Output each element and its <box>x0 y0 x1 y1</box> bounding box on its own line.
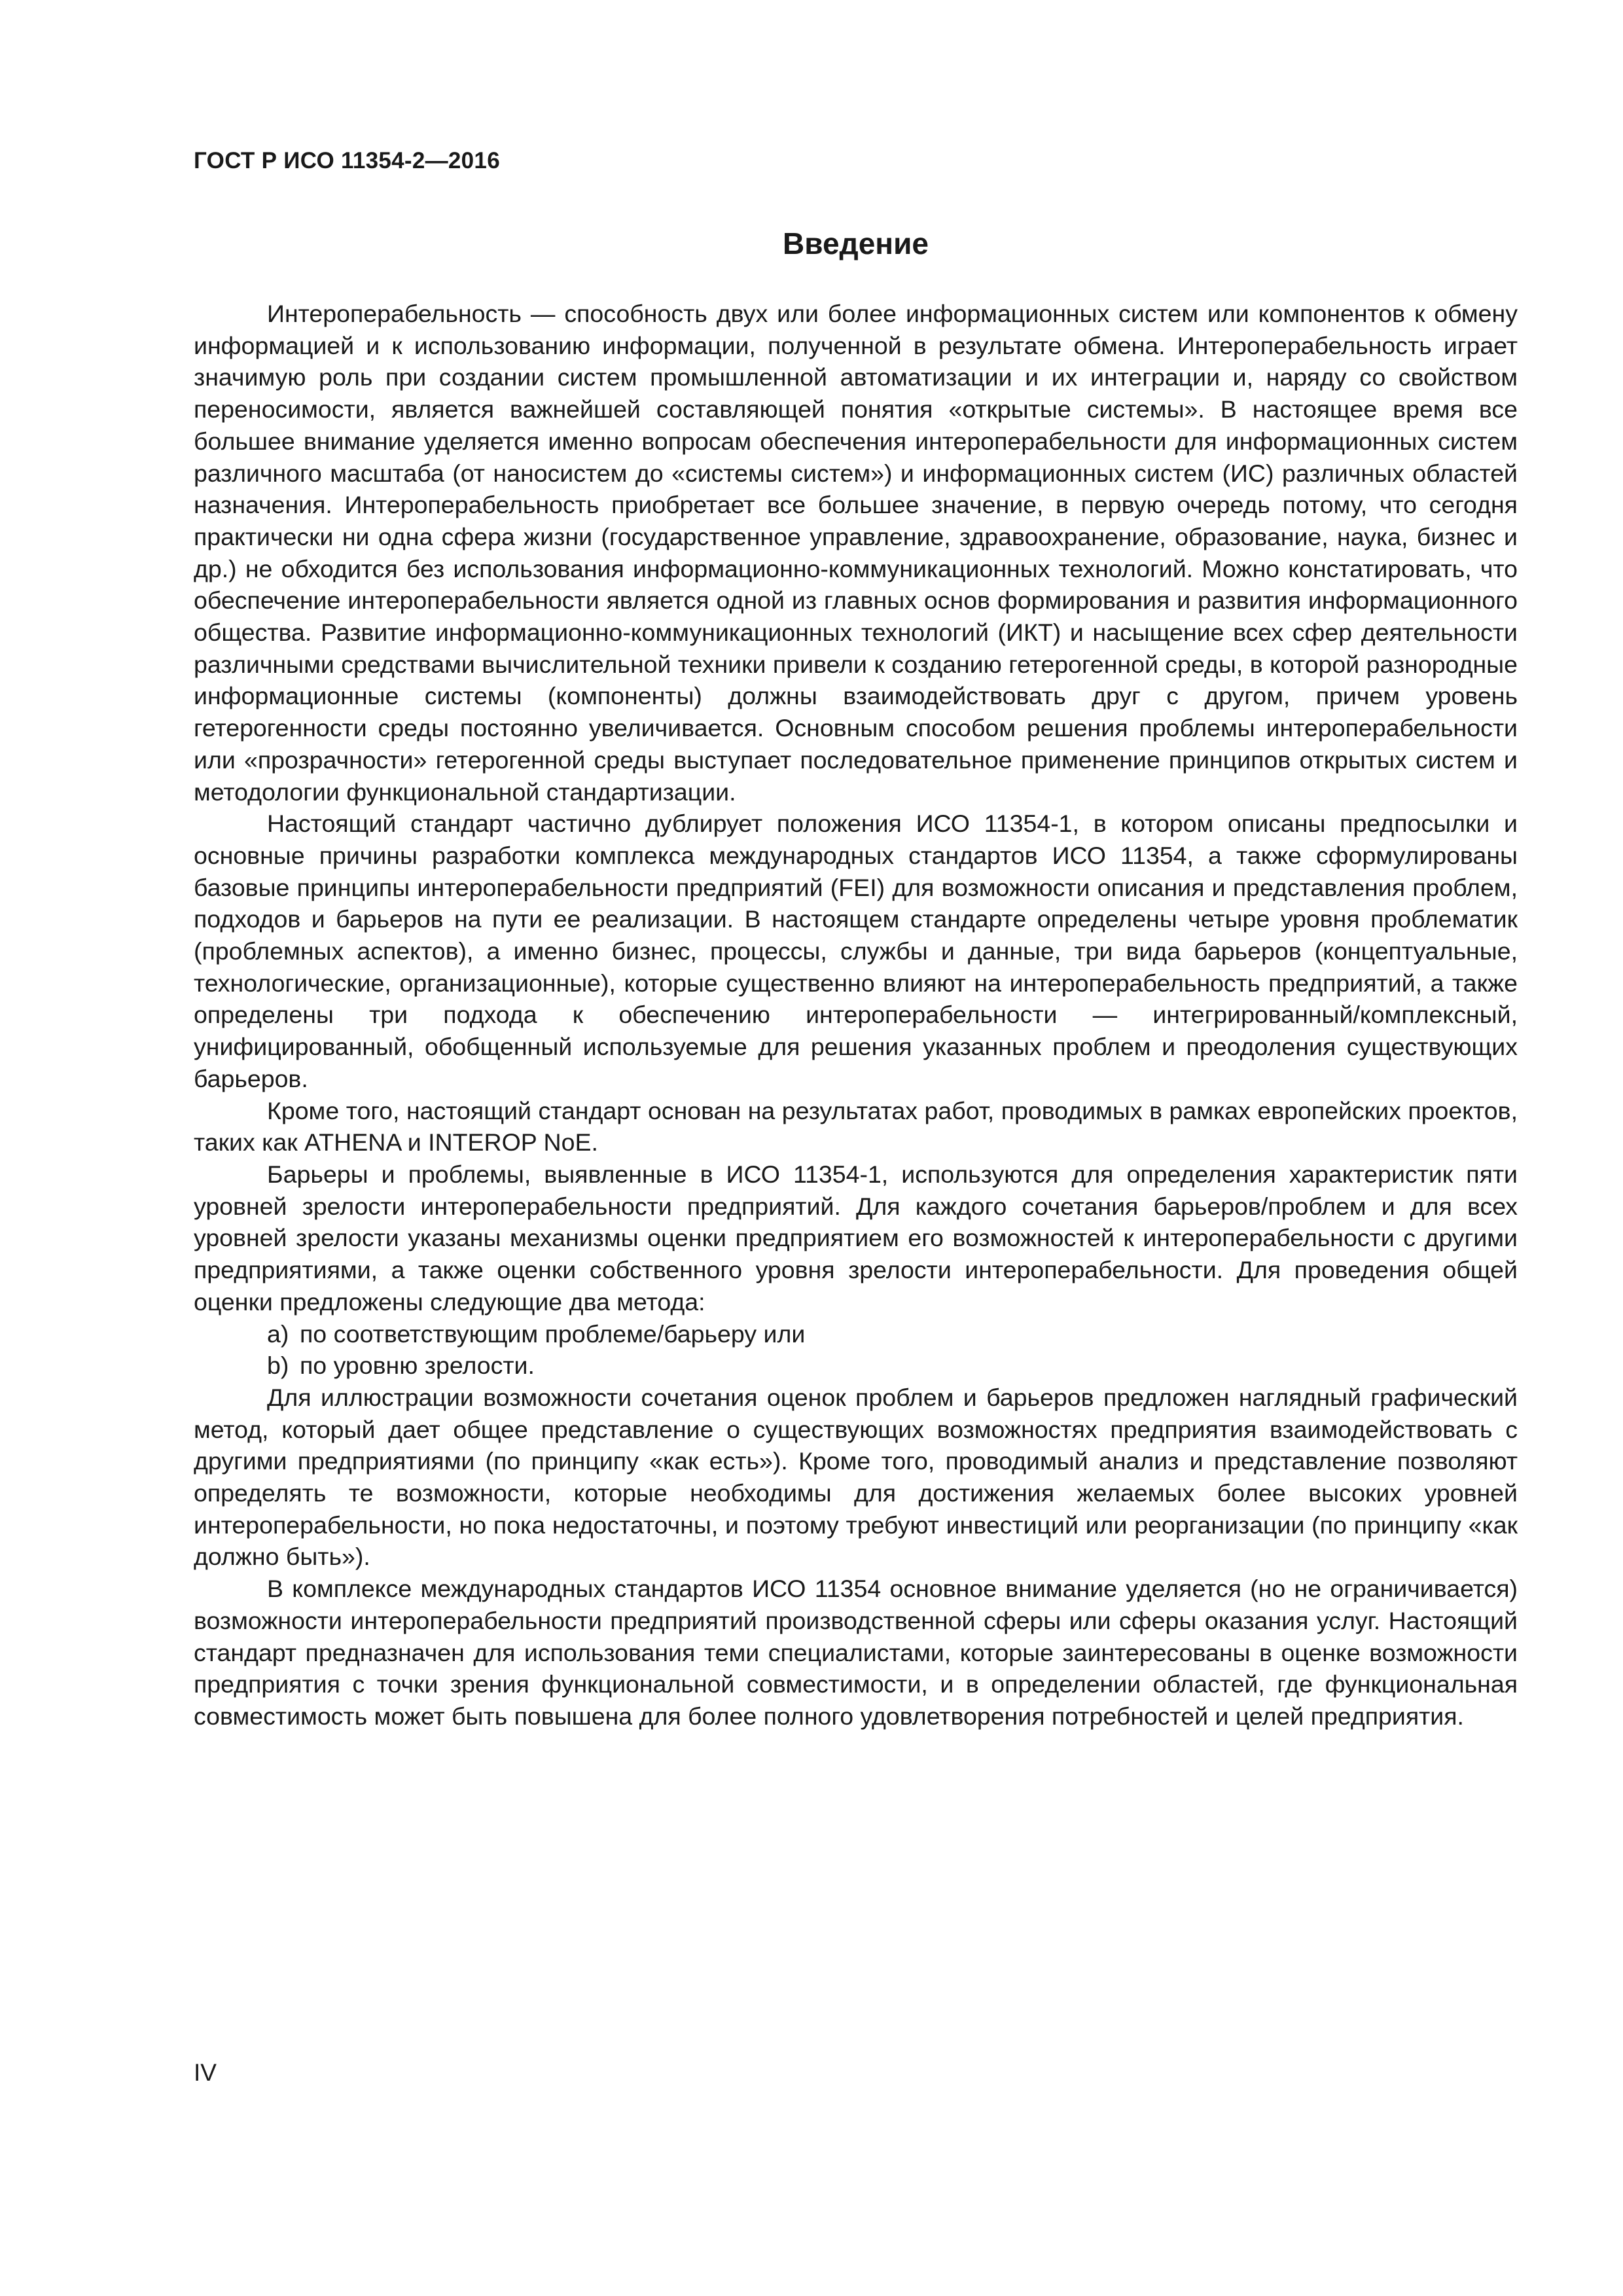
list-item-text: по уровню зрелости. <box>300 1352 535 1380</box>
list-marker: b) <box>267 1352 289 1380</box>
paragraph: Настоящий стандарт частично дублирует положения ИСО 11354-1, в котором описаны предпосылки и основные причины разработки комплекса международных стандартов ИСО 11354, а также сформулированы базовые принципы интероперабельности предприятий (FEI) для возможности описания и представления проблем, подходов и барьеров на пути ее реализации. В настоящем стандарте определены четыре уровня проблематик (проблемных аспектов), а именно бизнес, процессы, службы и данные, три вида барьеров (концептуальные, технологические, организационные), которые существенно влияют на интероперабельность предприятий, а также определены три подхода к обеспечению интероперабельности — интегрированный/комплексный, унифицированный, обобщенный используемые для решения указанных проблем и преодоления существующих барьеров. <box>194 810 1518 1092</box>
body-text <box>194 298 1518 1732</box>
page-number: IV <box>194 2059 217 2086</box>
section-title: Введение <box>783 226 929 260</box>
paragraph: Барьеры и проблемы, выявленные в ИСО 11354-1, используются для определения характеристик пяти уровней зрелости интероперабельности предприятий. Для каждого сочетания барьеров/проблем и для всех уровней зрелости указаны механизмы оценки предприятием его возможностей к интероперабельности с другими предприятиями, а также оценки собственного уровня зрелости интероперабельности. Для проведения общей оценки предложены следующие два метода: <box>194 1160 1518 1316</box>
list-item <box>194 1318 1518 1350</box>
document-code: ГОСТ Р ИСО 11354-2—2016 <box>194 148 500 173</box>
list-item <box>194 1350 1518 1382</box>
paragraph: Для иллюстрации возможности сочетания оценок проблем и барьеров предложен наглядный графический метод, который дает общее представление о существующих возможностях предприятия взаимодействовать с другими предприятиями (по принципу «как есть»). Кроме того, проводимый анализ и представление позволяют определять те возможности, которые необходимы для достижения желаемых более высоких уровней интероперабельности, но пока недостаточны, и поэтому требуют инвестиций или реорганизации (по принципу «как должно быть»). <box>194 1383 1518 1571</box>
list-marker: a) <box>267 1319 289 1348</box>
paragraph: В комплексе международных стандартов ИСО 11354 основное внимание уделяется (но не ограничивается) возможности интероперабельности предприятий производственной сферы или сферы оказания услуг. Настоящий стандарт предназначен для использования теми специалистами, которые заинтересованы в оценке возможности предприятия с точки зрения функциональной совместимости, и в определении областей, где функциональная совместимость может быть повышена для более полного удовлетворения потребностей и целей предприятия. <box>194 1575 1518 1730</box>
paragraph: Интероперабельность — способность двух или более информационных систем или компонентов к обмену информацией и к использованию информации, полученной в результате обмена. Интероперабельность играет значимую роль при создании систем промышленной автоматизации и их интеграции и, наряду со свойством переносимости, является важнейшей составляющей понятия «открытые системы». В настоящее время все большее внимание уделяется именно вопросам обеспечения интероперабельности для информационных систем различного масштаба (от наносистем до «системы систем») и информационных систем (ИС) различных областей назначения. Интероперабельность приобретает все большее значение, в первую очередь потому, что сегодня практически ни одна сфера жизни (государственное управление, здравоохранение, образование, наука, бизнес и др.) не обходится без использования информационно-коммуникационных технологий. Можно констатировать, что обеспечение интероперабельности является одной из главных основ формирования и развития информационного общества. Развитие информационно-коммуникационных технологий (ИКТ) и насыщение всех сфер деятельности различными средствами вычислительной техники привели к созданию гетерогенной среды, в которой разнородные информационные системы (компоненты) должны взаимодействовать друг с другом, причем уровень гетерогенности среды постоянно увеличивается. Основным способом решения проблемы интероперабельности или «прозрачности» гетерогенной среды выступает последовательное применение принципов открытых систем и методологии функциональной стандартизации. <box>194 300 1518 806</box>
list-item-text: по соответствующим проблеме/барьеру или <box>300 1319 806 1348</box>
paragraph: Кроме того, настоящий стандарт основан на результатах работ, проводимых в рамках европейских проектов, таких как ATHENA и INTEROP NoE. <box>194 1096 1518 1157</box>
